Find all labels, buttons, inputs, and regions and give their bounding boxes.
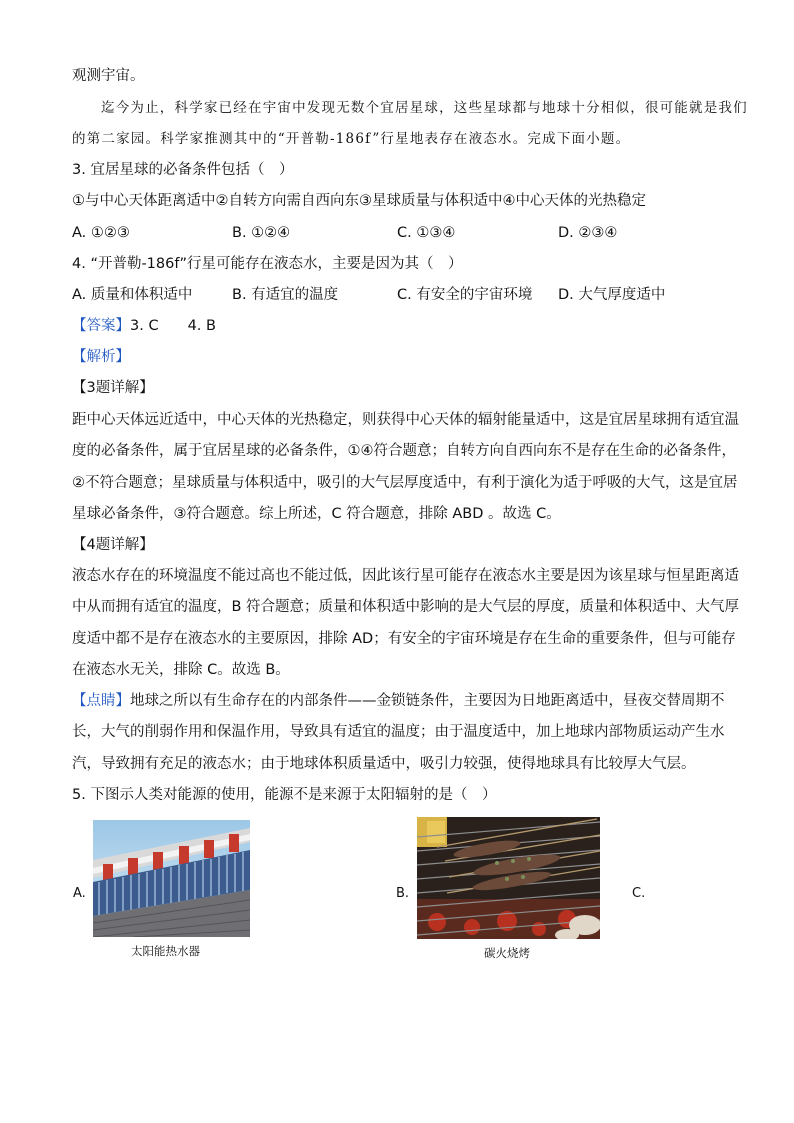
detail4-line-1: 液态水存在的环境温度不能过高也不能过低，因此该行星可能存在液态水主要是因为该星球与恒星距离适	[72, 568, 739, 584]
passage-line-1: 迄今为止，科学家已经在宇宙中发现无数个宜居星球，这些星球都与地球十分相似，很可能就是我们	[101, 100, 748, 116]
q4-option-b[interactable]: B. 有适宜的温度	[232, 287, 339, 303]
answer-line	[72, 316, 216, 336]
q3-stem: 3. 宜居星球的必备条件包括（ ）	[72, 162, 294, 178]
q3-option-c[interactable]: C. ①③④	[397, 225, 456, 241]
point-text-1: 地球之所以有生命存在的内部条件——金锁链条件，主要因为日地距离适中，昼夜交替周期不	[130, 693, 725, 709]
q3-conditions: ①与中心天体距离适中②自转方向需自西向东③星球质量与体积适中④中心天体的光热稳定	[72, 193, 646, 209]
figure-a-label: A.	[73, 886, 86, 901]
intro-tail: 观测宇宙。	[72, 68, 145, 84]
q3-options	[72, 223, 712, 243]
q4-stem: 4. “开普勒-186f”行星可能存在液态水，主要是因为其（ ）	[72, 256, 463, 272]
analysis-tag: 【解析】	[72, 349, 130, 365]
q4-option-a[interactable]: A. 质量和体积适中	[72, 287, 193, 303]
q4-option-c[interactable]: C. 有安全的宇宙环境	[397, 287, 533, 303]
passage-line-2: 的第二家园。科学家推测其中的“开普勒-186f”行星地表存在液态水。完成下面小题。	[72, 131, 631, 147]
answer-text: 3. C 4. B	[130, 318, 216, 334]
q3-option-d[interactable]: D. ②③④	[558, 225, 618, 241]
figure-a-caption: 太阳能热水器	[131, 944, 200, 958]
figure-b-caption: 碳火烧烤	[484, 946, 530, 960]
detail4-line-3: 度适中都不是存在液态水的主要原因，排除 AD；有安全的宇宙环境是存在生命的重要条件，但与可能存	[72, 631, 736, 647]
point-line-1	[72, 691, 725, 711]
detail3-line-3: ②不符合题意；星球质量与体积适中，吸引的大气层厚度适中，有利于演化为适于呼吸的大气，这是宜居	[72, 475, 738, 491]
detail3-tag: 【3题详解】	[72, 380, 154, 396]
point-line-3: 汽，导致拥有充足的液态水；由于地球体积质量适中，吸引力较强，使得地球具有比较厚大气层。	[72, 756, 696, 772]
point-tag: 【点睛】	[72, 693, 130, 709]
figure-c-label: C.	[632, 886, 646, 901]
q3-option-b[interactable]: B. ①②④	[232, 225, 291, 241]
figure-b-label: B.	[396, 886, 410, 901]
detail3-line-1: 距中心天体远近适中，中心天体的光热稳定，则获得中心天体的辐射能量适中，这是宜居星球拥有适宜温	[72, 412, 739, 428]
answer-tag: 【答案】	[72, 318, 130, 334]
q5-stem: 5. 下图示人类对能源的使用，能源不是来源于太阳辐射的是（ ）	[72, 787, 497, 803]
q3-option-a[interactable]: A. ①②③	[72, 225, 130, 241]
detail3-line-2: 度的必备条件，属于宜居星球的必备条件，①④符合题意；自转方向自西向东不是存在生命的必备条件，	[72, 443, 736, 459]
detail4-tag: 【4题详解】	[72, 537, 154, 553]
detail4-line-2: 中从而拥有适宜的温度，B 符合题意；质量和体积适中影响的是大气层的厚度，质量和体积适中、大气厚	[72, 599, 740, 615]
detail4-line-4: 在液态水无关，排除 C。故选 B。	[72, 662, 290, 678]
solar-water-heater-photo	[93, 820, 250, 937]
q4-options	[72, 285, 712, 305]
point-line-2: 长，大气的削弱作用和保温作用，导致具有适宜的温度；由于温度适中，加上地球内部物质运动产生水	[72, 724, 725, 740]
detail3-line-4: 星球必备条件，③符合题意。综上所述，C 符合题意，排除 ABD 。故选 C。	[72, 506, 561, 522]
q4-option-d[interactable]: D. 大气厚度适中	[558, 287, 666, 303]
charcoal-barbecue-photo	[417, 817, 600, 939]
